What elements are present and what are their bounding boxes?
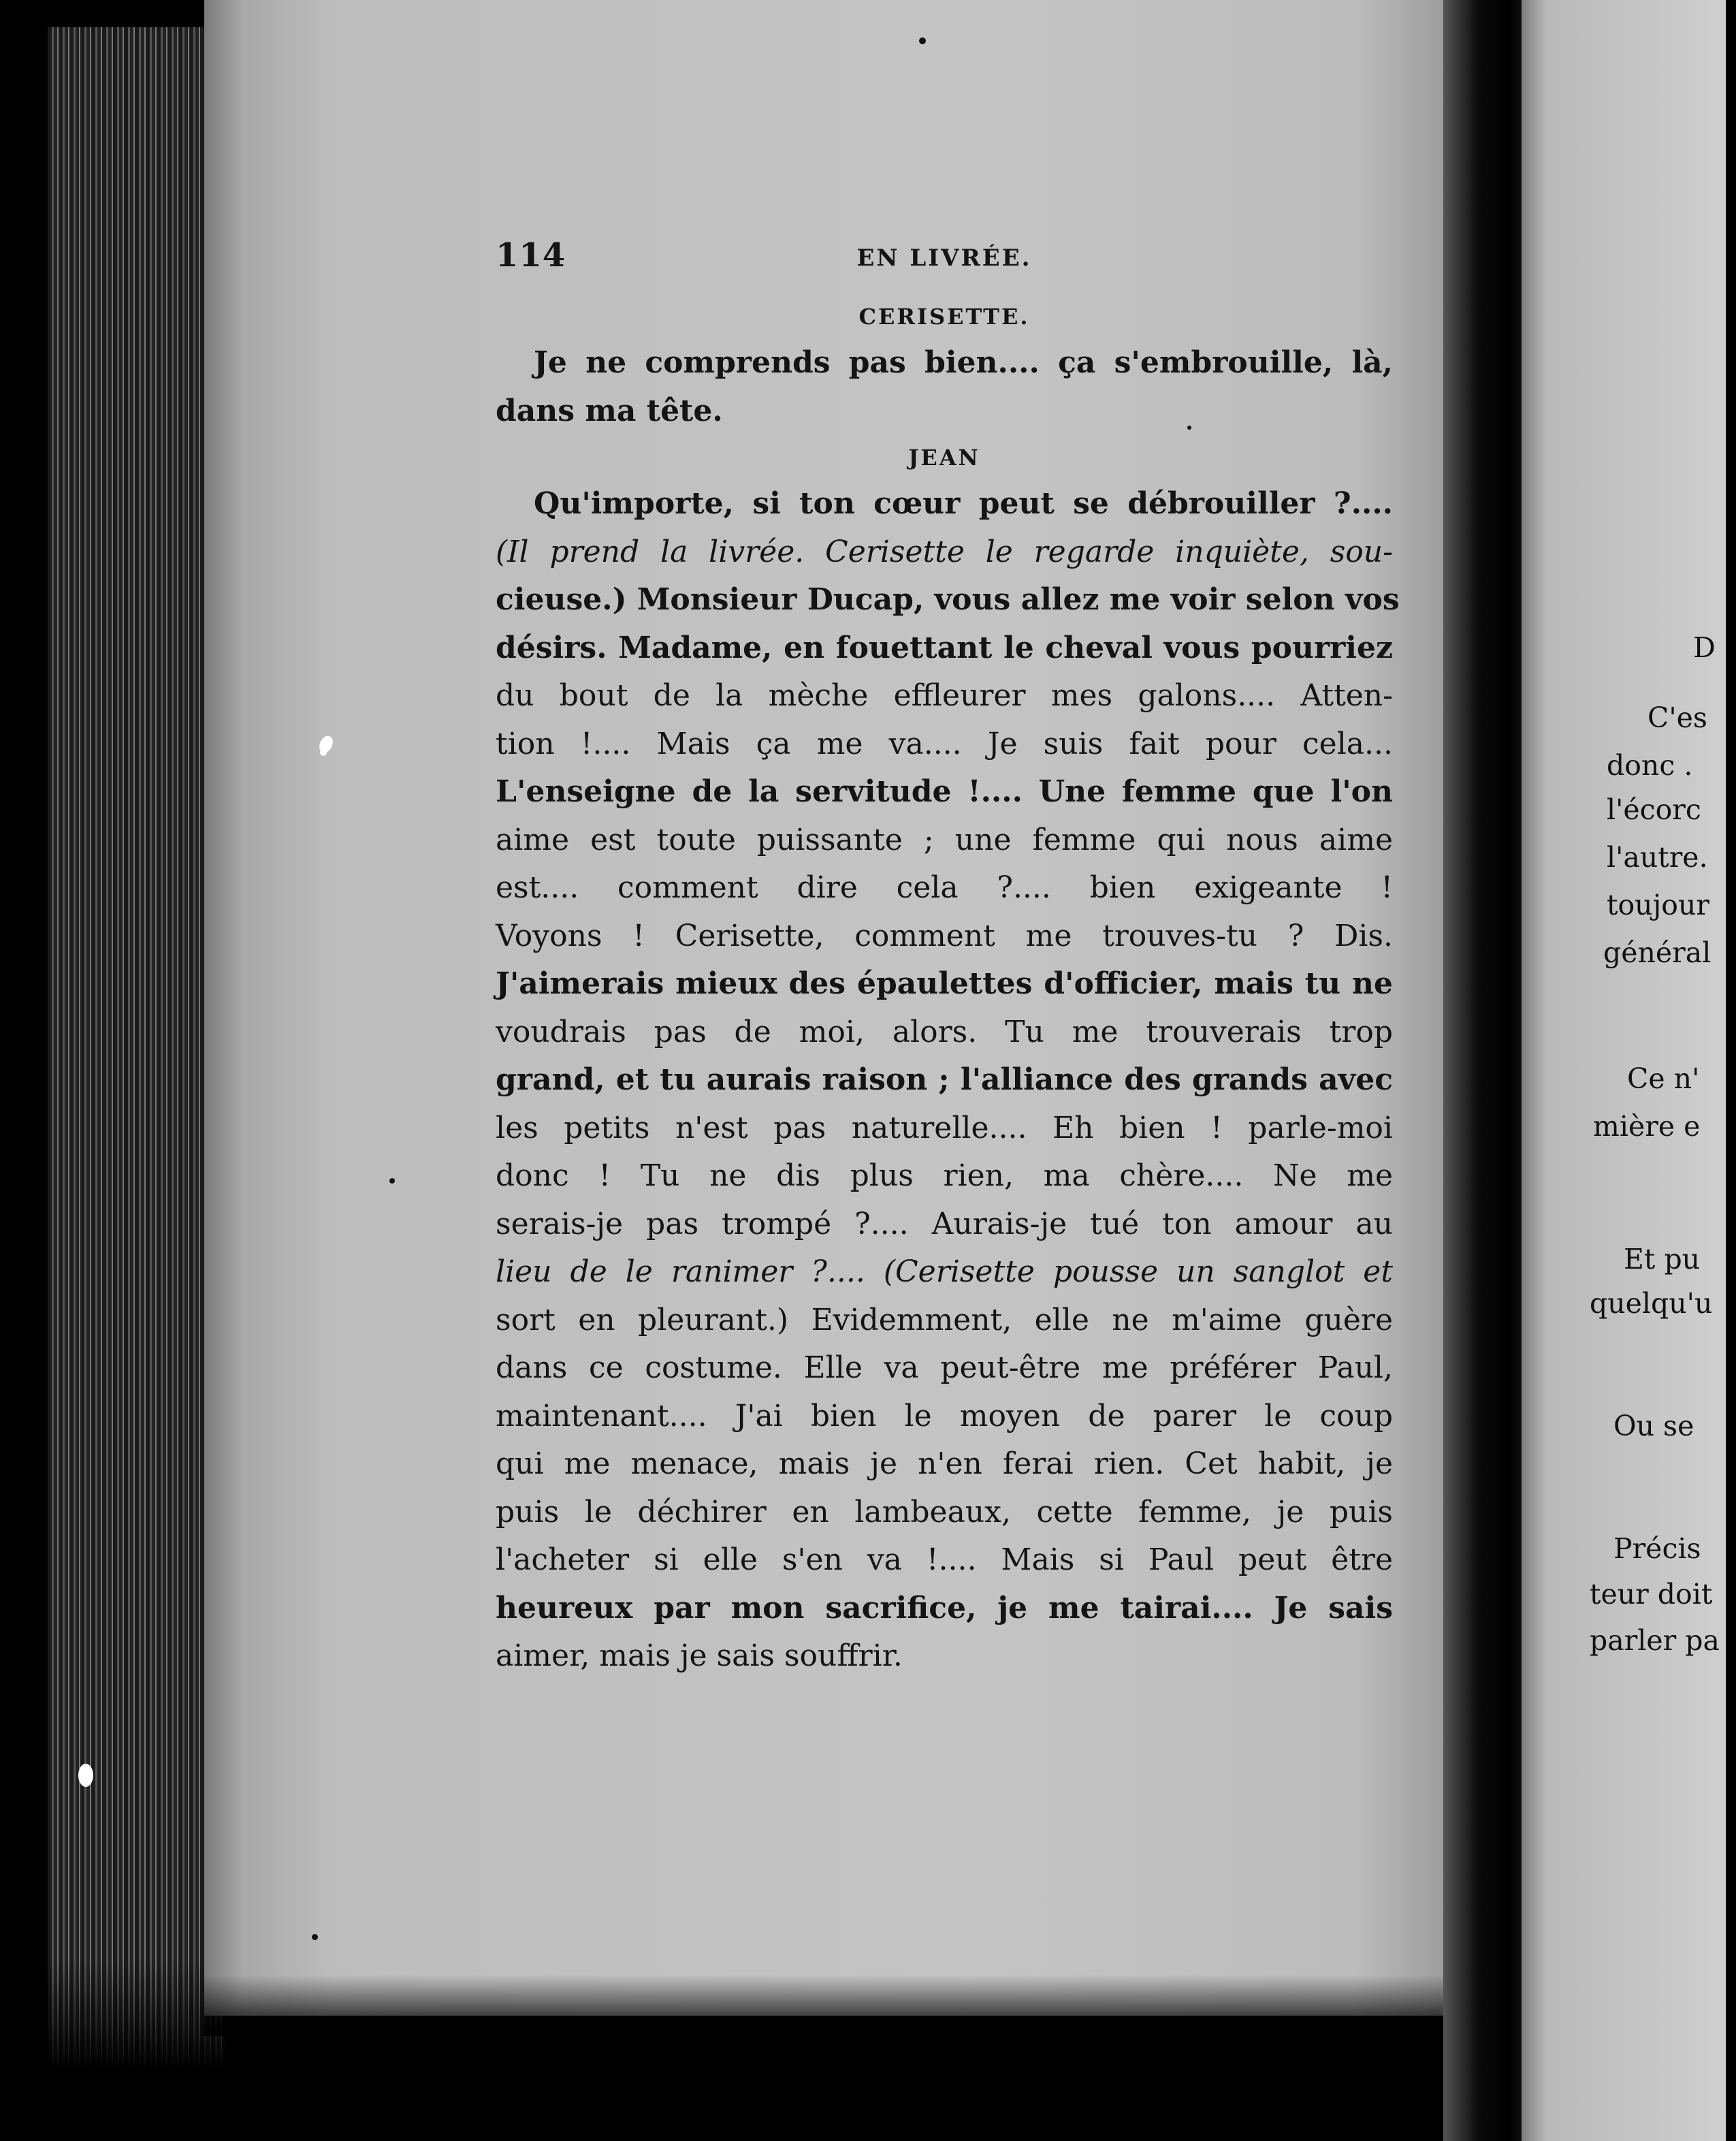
page-text-block (496, 232, 1400, 1681)
text-line: aimer, mais je sais souffrir. (496, 1638, 903, 1673)
text-line: dans ce costume. Elle va peut-être me préférer Paul, (496, 1350, 1393, 1385)
scan-speck (919, 37, 926, 44)
text-line: voudrais pas de moi, alors. Tu me trouverais trop (496, 1014, 1393, 1049)
text-line: Je ne comprends pas bien.... ça s'embrouille, là, (534, 345, 1393, 380)
facing-fragment: Précis (1613, 1532, 1701, 1565)
scan-speck (312, 1934, 318, 1940)
text-line: maintenant.... J'ai bien le moyen de parer le coup (496, 1398, 1393, 1433)
text-line: tion !.... Mais ça me va.... Je suis fait pour cela... (496, 726, 1393, 761)
running-title: EN LIVRÉE. (856, 244, 1032, 272)
text-line: serais-je pas trompé ?.... Aurais-je tué ton amour au (496, 1206, 1393, 1241)
text-line: J'aimerais mieux des épaulettes d'officier, mais tu ne (496, 966, 1393, 1001)
facing-fragment: Et pu (1624, 1243, 1701, 1275)
facing-fragment: l'autre. (1607, 841, 1708, 874)
facing-fragment: général (1603, 936, 1711, 969)
facing-fragment: mière e (1593, 1110, 1701, 1143)
speaker-name: CERISETTE. (858, 304, 1030, 330)
text-line: dans ma tête. (496, 393, 723, 428)
speaker-name: JEAN (908, 445, 980, 471)
scan-speck (78, 1764, 93, 1787)
facing-fragment: teur doit (1590, 1578, 1713, 1611)
running-head (496, 232, 1393, 294)
text-line: cieuse.) Monsieur Ducap, vous allez me voir selon vos (496, 582, 1400, 617)
text-line: donc ! Tu ne dis plus rien, ma chère.... Ne me (496, 1158, 1393, 1193)
facing-fragment: toujour (1607, 889, 1709, 921)
page-bottom-shadow (204, 1975, 1484, 2036)
scan-speck (1187, 426, 1191, 430)
text-line: aime est toute puissante ; une femme qui nous aime (496, 822, 1393, 857)
facing-fragment: C'es (1647, 701, 1707, 734)
facing-fragment: Ou se (1613, 1410, 1694, 1442)
book-page-edges (48, 27, 225, 2084)
text-line: puis le déchirer en lambeaux, cette femme, je puis (496, 1494, 1393, 1529)
text-line: est.... comment dire cela ?.... bien exigeante ! (496, 870, 1393, 905)
page-number: 114 (496, 236, 566, 274)
facing-fragment: l'écorc (1607, 793, 1701, 826)
facing-fragment: parler pa (1590, 1624, 1720, 1657)
text-line: Qu'importe, si ton cœur peut se débrouiller ?.... (534, 486, 1393, 521)
facing-fragment: quelqu'u (1590, 1287, 1713, 1320)
facing-fragment: D (1693, 631, 1716, 664)
stage-direction-line: lieu de le ranimer ?.... (Cerisette pousse un sanglot et (496, 1254, 1393, 1289)
text-line: les petits n'est pas naturelle.... Eh bien ! parle-moi (496, 1110, 1393, 1145)
text-line: grand, et tu aurais raison ; l'alliance des grands avec (496, 1062, 1393, 1097)
facing-fragment: donc . (1607, 749, 1693, 782)
text-line: qui me menace, mais je n'en ferai rien. Cet habit, je (496, 1446, 1393, 1481)
scan-speck (389, 1178, 395, 1184)
text-line: L'enseigne de la servitude !.... Une femme que l'on (496, 774, 1393, 809)
book-edge-shadow (48, 1961, 225, 2097)
text-line: du bout de la mèche effleurer mes galons.... Atten- (496, 678, 1393, 713)
facing-fragment: Ce n' (1627, 1062, 1700, 1095)
text-line: désirs. Madame, en fouettant le cheval vous pourriez (496, 630, 1393, 665)
text-line: l'acheter si elle s'en va !.... Mais si Paul peut être (496, 1542, 1393, 1577)
text-line: heureux par mon sacrifice, je me tairai.... Je sais (496, 1590, 1393, 1625)
text-line: Voyons ! Cerisette, comment me trouves-tu ? Dis. (496, 918, 1393, 953)
stage-direction-line: (Il prend la livrée. Cerisette le regarde inquiète, sou- (496, 534, 1393, 569)
text-line: sort en pleurant.) Evidemment, elle ne m'aime guère (496, 1302, 1393, 1337)
scan-speck (320, 749, 327, 756)
